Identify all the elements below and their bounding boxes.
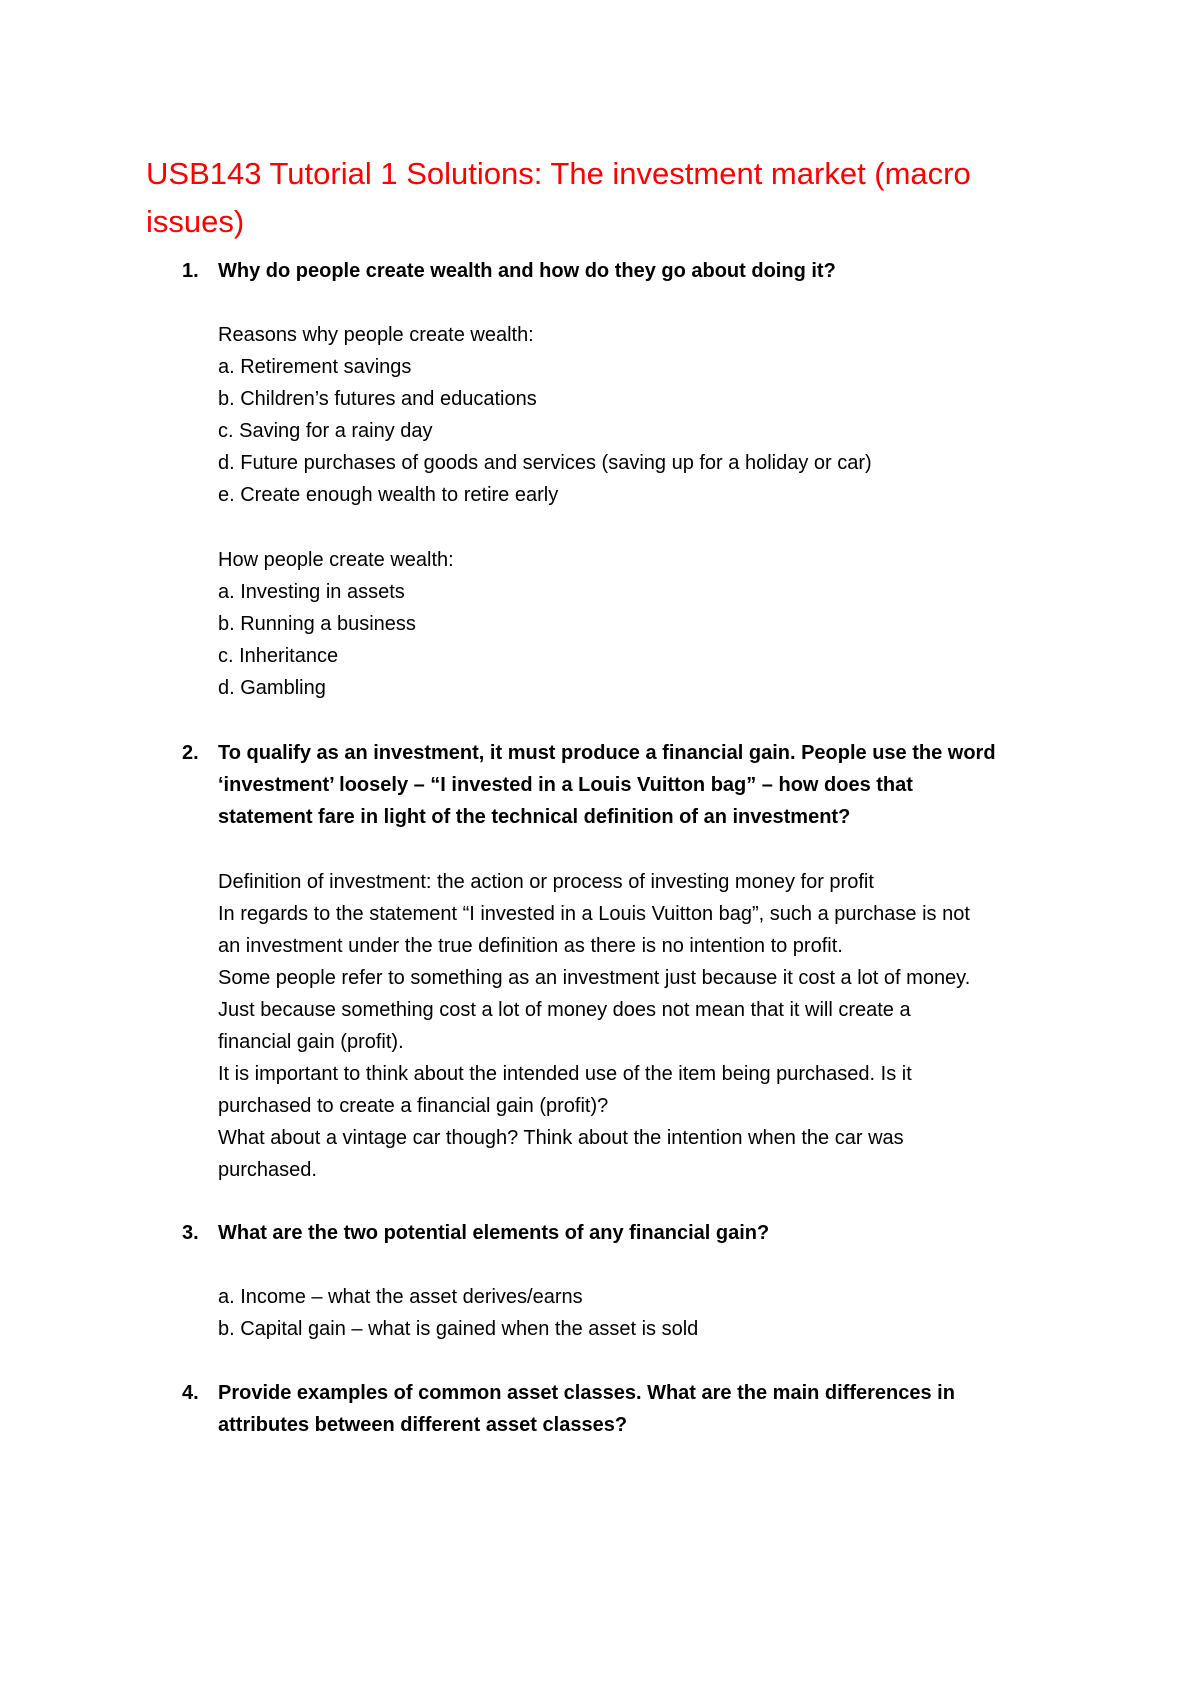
- question-line: To qualify as an investment, it must produce a financial gain. People use the word: [218, 742, 996, 764]
- answer-line: purchased to create a financial gain (profit)?: [218, 1095, 609, 1117]
- answer-line: a. Investing in assets: [218, 581, 405, 603]
- question-number: 3.: [182, 1222, 199, 1244]
- answer-line: Reasons why people create wealth:: [218, 324, 534, 346]
- question-line: Provide examples of common asset classes. What are the main differences in: [218, 1382, 955, 1404]
- answer-line: an investment under the true definition as there is no intention to profit.: [218, 935, 843, 957]
- question-number: 1.: [182, 260, 199, 282]
- answer-line: Definition of investment: the action or process of investing money for profit: [218, 871, 874, 893]
- answer-line: a. Retirement savings: [218, 356, 412, 378]
- question-text: Why do people create wealth and how do they go about doing it?: [218, 260, 836, 282]
- question-text: [218, 1377, 1078, 1441]
- answer-elements: [218, 1281, 1078, 1345]
- answer-line: purchased.: [218, 1159, 317, 1181]
- answer-line: Just because something cost a lot of money does not mean that it will create a: [218, 999, 911, 1021]
- answer-line: b. Capital gain – what is gained when the asset is sold: [218, 1318, 699, 1340]
- answer-definition: [218, 866, 1078, 1186]
- question-line: attributes between different asset classes?: [218, 1414, 628, 1436]
- question-number: 2.: [182, 742, 199, 764]
- answer-methods: [218, 544, 1078, 704]
- answer-line: What about a vintage car though? Think about the intention when the car was: [218, 1127, 904, 1149]
- answer-line: b. Children’s futures and educations: [218, 388, 537, 410]
- question-line: ‘investment’ loosely – “I invested in a Louis Vuitton bag” – how does that: [218, 774, 913, 796]
- answer-line: It is important to think about the intended use of the item being purchased. Is it: [218, 1063, 912, 1085]
- answer-line: a. Income – what the asset derives/earns: [218, 1286, 583, 1308]
- answer-line: Some people refer to something as an investment just because it cost a lot of money.: [218, 967, 971, 989]
- document-title: USB143 Tutorial 1 Solutions: The investment market (macro issues): [146, 156, 971, 239]
- answer-line: In regards to the statement “I invested in a Louis Vuitton bag”, such a purchase is not: [218, 903, 970, 925]
- answer-line: financial gain (profit).: [218, 1031, 404, 1053]
- question-number: 4.: [182, 1382, 199, 1404]
- question-line: statement fare in light of the technical definition of an investment?: [218, 806, 851, 828]
- answer-line: b. Running a business: [218, 613, 416, 635]
- answer-line: How people create wealth:: [218, 549, 454, 571]
- answer-line: d. Future purchases of goods and services (saving up for a holiday or car): [218, 452, 872, 474]
- question-text: [218, 737, 1078, 833]
- answer-line: e. Create enough wealth to retire early: [218, 484, 559, 506]
- answer-line: d. Gambling: [218, 677, 326, 699]
- question-text: What are the two potential elements of any financial gain?: [218, 1222, 770, 1244]
- answer-reasons: [218, 319, 1078, 511]
- answer-line: c. Saving for a rainy day: [218, 420, 433, 442]
- answer-line: c. Inheritance: [218, 645, 339, 667]
